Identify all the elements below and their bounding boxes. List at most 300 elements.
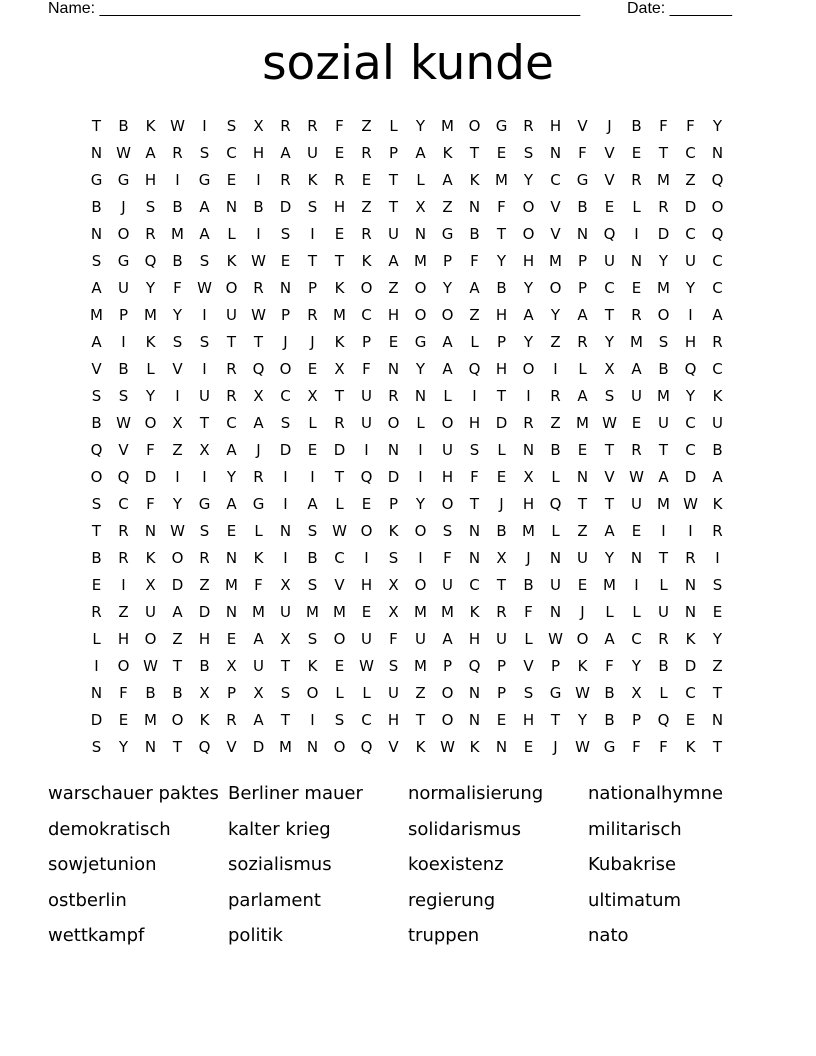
grid-letter: R	[280, 171, 291, 189]
grid-letter: O	[711, 198, 724, 216]
grid-letter: R	[631, 171, 642, 189]
grid-letter: I	[175, 468, 180, 486]
grid-letter: B	[253, 198, 264, 216]
grid-letter: P	[442, 252, 453, 270]
grid-letter: Q	[360, 738, 373, 756]
grid-letter: E	[226, 171, 237, 189]
grid-letter: H	[522, 495, 535, 513]
grid-letter: G	[549, 684, 562, 702]
grid-letter: U	[415, 630, 426, 648]
grid-row	[83, 356, 731, 383]
grid-letter: A	[442, 171, 453, 189]
grid-letter: E	[631, 522, 642, 540]
grid-letter: G	[252, 495, 265, 513]
grid-letter: Y	[496, 252, 507, 270]
grid-letter: H	[360, 576, 373, 594]
grid-letter: K	[415, 738, 426, 756]
grid-letter: B	[172, 198, 183, 216]
grid-letter: T	[604, 306, 615, 324]
grid-letter: O	[333, 738, 346, 756]
grid-letter: K	[469, 603, 480, 621]
grid-letter: I	[310, 711, 315, 729]
grid-letter: E	[523, 738, 534, 756]
grid-letter: R	[118, 522, 129, 540]
grid-letter: O	[171, 549, 184, 567]
grid-letter: W	[143, 657, 158, 675]
grid-letter: N	[684, 576, 697, 594]
grid-letter: R	[361, 225, 372, 243]
grid-letter: A	[199, 198, 210, 216]
grid-letter: Y	[658, 252, 669, 270]
grid-letter: V	[577, 117, 588, 135]
grid-letter: J	[310, 333, 315, 351]
grid-letter: L	[389, 117, 398, 135]
word-row	[48, 883, 768, 919]
grid-letter: N	[522, 441, 535, 459]
grid-letter: A	[145, 144, 156, 162]
grid-letter: B	[145, 684, 156, 702]
grid-letter: Y	[604, 333, 615, 351]
grid-letter: X	[145, 576, 156, 594]
grid-letter: W	[116, 414, 131, 432]
grid-letter: C	[712, 279, 723, 297]
grid-letter: B	[172, 252, 183, 270]
grid-letter: P	[550, 657, 561, 675]
grid-letter: I	[472, 387, 477, 405]
grid-letter: V	[604, 171, 615, 189]
grid-letter: Z	[469, 306, 480, 324]
grid-letter: O	[522, 225, 535, 243]
grid-letter: F	[686, 117, 695, 135]
grid-letter: A	[253, 414, 264, 432]
grid-letter: S	[604, 387, 615, 405]
grid-letter: L	[524, 630, 533, 648]
grid-letter: H	[468, 414, 481, 432]
grid-letter: P	[388, 495, 399, 513]
grid-letter: N	[225, 549, 238, 567]
grid-letter: A	[631, 360, 642, 378]
grid-letter: S	[226, 117, 237, 135]
grid-letter: I	[418, 468, 423, 486]
grid-letter: F	[389, 630, 398, 648]
grid-letter: A	[442, 630, 453, 648]
grid-letter: E	[361, 603, 372, 621]
grid-letter: N	[144, 738, 157, 756]
grid-letter: G	[603, 738, 616, 756]
grid-letter: T	[658, 549, 669, 567]
grid-letter: J	[580, 603, 585, 621]
grid-letter: U	[712, 414, 723, 432]
grid-letter: I	[283, 549, 288, 567]
grid-letter: C	[334, 549, 345, 567]
grid-row	[83, 248, 731, 275]
grid-letter: N	[468, 711, 481, 729]
grid-letter: M	[603, 576, 616, 594]
grid-row	[83, 707, 731, 734]
name-field-label: Name: ______________________________________________________	[48, 0, 581, 17]
grid-letter: E	[280, 252, 291, 270]
grid-letter: T	[91, 117, 102, 135]
grid-letter: C	[712, 252, 723, 270]
grid-letter: E	[631, 279, 642, 297]
grid-letter: U	[550, 576, 561, 594]
grid-letter: M	[549, 252, 562, 270]
grid-letter: Y	[523, 333, 534, 351]
grid-letter: P	[361, 333, 372, 351]
grid-letter: R	[226, 360, 237, 378]
grid-letter: K	[253, 549, 264, 567]
grid-letter: K	[145, 117, 156, 135]
grid-letter: O	[441, 414, 454, 432]
grid-letter: X	[226, 657, 237, 675]
grid-letter: E	[496, 468, 507, 486]
grid-letter: A	[415, 144, 426, 162]
grid-row	[83, 437, 731, 464]
grid-letter: D	[333, 441, 346, 459]
grid-letter: Z	[577, 522, 588, 540]
grid-letter: S	[523, 144, 534, 162]
grid-letter: M	[657, 495, 670, 513]
grid-letter: I	[175, 387, 180, 405]
grid-letter: L	[605, 603, 614, 621]
grid-letter: R	[253, 468, 264, 486]
grid-letter: A	[442, 360, 453, 378]
grid-letter: Z	[550, 333, 561, 351]
grid-letter: U	[361, 414, 372, 432]
grid-letter: T	[334, 252, 345, 270]
grid-letter: T	[307, 252, 318, 270]
grid-letter: M	[252, 603, 265, 621]
grid-letter: E	[307, 360, 318, 378]
grid-letter: I	[283, 468, 288, 486]
grid-letter: O	[549, 279, 562, 297]
grid-letter: T	[577, 495, 588, 513]
grid-letter: B	[199, 657, 210, 675]
grid-letter: B	[550, 441, 561, 459]
grid-letter: S	[280, 414, 291, 432]
grid-letter: E	[334, 144, 345, 162]
grid-letter: S	[388, 549, 399, 567]
grid-letter: N	[630, 549, 643, 567]
grid-letter: E	[388, 333, 399, 351]
grid-letter: U	[361, 387, 372, 405]
grid-letter: E	[685, 711, 696, 729]
grid-letter: S	[442, 522, 453, 540]
grid-letter: Q	[549, 495, 562, 513]
grid-letter: M	[495, 171, 508, 189]
grid-row	[83, 653, 731, 680]
grid-letter: I	[688, 306, 693, 324]
grid-letter: C	[631, 630, 642, 648]
date-field-label: Date: _______	[627, 0, 732, 17]
grid-letter: R	[118, 549, 129, 567]
grid-letter: R	[685, 549, 696, 567]
grid-letter: A	[199, 225, 210, 243]
grid-letter: B	[91, 198, 102, 216]
grid-letter: T	[712, 738, 723, 756]
grid-letter: U	[658, 414, 669, 432]
grid-letter: D	[198, 603, 211, 621]
word-row	[48, 812, 768, 848]
grid-letter: R	[658, 630, 669, 648]
grid-letter: O	[306, 684, 319, 702]
grid-letter: N	[225, 603, 238, 621]
grid-letter: E	[226, 522, 237, 540]
grid-letter: L	[551, 468, 560, 486]
grid-letter: T	[496, 225, 507, 243]
grid-letter: U	[388, 684, 399, 702]
grid-letter: L	[416, 414, 425, 432]
grid-letter: B	[604, 684, 615, 702]
grid-letter: Y	[145, 279, 156, 297]
grid-letter: E	[361, 495, 372, 513]
grid-letter: O	[441, 684, 454, 702]
grid-letter: I	[175, 171, 180, 189]
grid-letter: O	[657, 306, 670, 324]
grid-letter: K	[307, 657, 318, 675]
grid-letter: B	[631, 117, 642, 135]
grid-letter: N	[144, 522, 157, 540]
grid-letter: B	[577, 198, 588, 216]
grid-letter: V	[118, 441, 129, 459]
grid-letter: A	[604, 522, 615, 540]
grid-letter: D	[684, 198, 697, 216]
grid-letter: Y	[712, 630, 723, 648]
grid-letter: K	[712, 495, 723, 513]
grid-letter: U	[631, 387, 642, 405]
grid-letter: O	[360, 279, 373, 297]
grid-letter: I	[418, 441, 423, 459]
grid-letter: L	[632, 198, 641, 216]
word-item: ostberlin	[48, 889, 127, 911]
grid-letter: Z	[172, 441, 183, 459]
word-item: Berliner mauer	[228, 783, 363, 805]
grid-letter: G	[117, 171, 130, 189]
grid-letter: T	[226, 333, 237, 351]
word-item: nato	[588, 925, 629, 947]
grid-letter: G	[495, 117, 508, 135]
grid-row	[83, 383, 731, 410]
grid-letter: Q	[468, 657, 481, 675]
grid-letter: V	[604, 468, 615, 486]
grid-letter: C	[604, 279, 615, 297]
grid-letter: S	[199, 144, 210, 162]
grid-letter: Y	[172, 306, 183, 324]
grid-letter: K	[388, 522, 399, 540]
grid-letter: N	[468, 549, 481, 567]
grid-letter: R	[199, 549, 210, 567]
grid-letter: W	[332, 522, 347, 540]
grid-letter: X	[631, 684, 642, 702]
grid-letter: N	[468, 684, 481, 702]
grid-row	[83, 680, 731, 707]
grid-letter: L	[551, 522, 560, 540]
grid-letter: N	[549, 144, 562, 162]
grid-letter: U	[280, 603, 291, 621]
grid-letter: O	[576, 630, 589, 648]
grid-letter: O	[279, 360, 292, 378]
grid-letter: Z	[199, 576, 210, 594]
grid-letter: Z	[172, 630, 183, 648]
grid-row	[83, 572, 731, 599]
grid-letter: W	[251, 252, 266, 270]
grid-letter: T	[91, 522, 102, 540]
grid-letter: U	[199, 387, 210, 405]
grid-letter: O	[171, 711, 184, 729]
grid-letter: T	[172, 738, 183, 756]
grid-letter: S	[280, 225, 291, 243]
grid-letter: D	[279, 198, 292, 216]
grid-letter: K	[442, 144, 453, 162]
grid-letter: M	[144, 306, 157, 324]
grid-letter: S	[91, 738, 102, 756]
grid-letter: T	[712, 684, 723, 702]
grid-letter: H	[495, 360, 508, 378]
grid-letter: B	[658, 360, 669, 378]
grid-letter: B	[118, 117, 129, 135]
grid-letter: M	[90, 306, 103, 324]
grid-letter: B	[496, 279, 507, 297]
grid-letter: Q	[252, 360, 265, 378]
grid-letter: M	[657, 279, 670, 297]
grid-letter: H	[333, 198, 346, 216]
grid-letter: T	[604, 441, 615, 459]
grid-letter: U	[685, 252, 696, 270]
grid-letter: C	[226, 414, 237, 432]
grid-letter: O	[441, 306, 454, 324]
grid-letter: R	[334, 414, 345, 432]
grid-letter: O	[360, 522, 373, 540]
grid-letter: P	[226, 684, 237, 702]
word-item: nationalhymne	[588, 783, 724, 805]
grid-letter: Y	[550, 306, 561, 324]
word-item: normalisierung	[408, 783, 544, 805]
grid-letter: C	[361, 711, 372, 729]
grid-letter: N	[90, 144, 103, 162]
grid-letter: F	[578, 144, 587, 162]
grid-letter: N	[90, 225, 103, 243]
grid-letter: K	[145, 549, 156, 567]
grid-letter: P	[496, 657, 507, 675]
grid-letter: X	[388, 576, 399, 594]
grid-letter: G	[90, 171, 103, 189]
grid-row	[83, 167, 731, 194]
grid-letter: T	[658, 441, 669, 459]
grid-letter: A	[91, 279, 102, 297]
grid-letter: H	[441, 468, 454, 486]
grid-letter: W	[359, 657, 374, 675]
word-item: demokratisch	[48, 818, 171, 840]
grid-letter: S	[388, 657, 399, 675]
grid-letter: M	[144, 711, 157, 729]
grid-letter: I	[256, 171, 261, 189]
grid-letter: C	[226, 144, 237, 162]
word-item: warschauer paktes	[48, 783, 219, 805]
grid-letter: U	[253, 657, 264, 675]
grid-letter: B	[91, 414, 102, 432]
grid-letter: F	[497, 198, 506, 216]
grid-letter: S	[307, 522, 318, 540]
grid-letter: C	[361, 306, 372, 324]
grid-letter: X	[523, 468, 534, 486]
grid-letter: T	[496, 387, 507, 405]
grid-letter: I	[634, 225, 639, 243]
grid-letter: O	[522, 360, 535, 378]
grid-letter: N	[90, 684, 103, 702]
grid-letter: O	[144, 414, 157, 432]
grid-letter: R	[334, 171, 345, 189]
page-title: sozial kunde	[262, 36, 554, 91]
grid-letter: I	[256, 225, 261, 243]
grid-letter: Z	[712, 657, 723, 675]
grid-letter: A	[442, 333, 453, 351]
grid-letter: K	[469, 171, 480, 189]
grid-letter: B	[604, 711, 615, 729]
grid-letter: Q	[144, 252, 157, 270]
grid-letter: V	[172, 360, 183, 378]
grid-letter: K	[685, 630, 696, 648]
grid-letter: U	[388, 225, 399, 243]
grid-letter: Y	[604, 549, 615, 567]
grid-letter: S	[712, 576, 723, 594]
grid-letter: Q	[657, 711, 670, 729]
grid-letter: W	[440, 738, 455, 756]
grid-letter: B	[172, 684, 183, 702]
grid-letter: S	[91, 387, 102, 405]
grid-letter: S	[469, 441, 480, 459]
grid-row	[83, 545, 731, 572]
grid-letter: O	[414, 279, 427, 297]
word-row	[48, 776, 768, 812]
grid-letter: Q	[117, 468, 130, 486]
grid-letter: F	[524, 603, 533, 621]
grid-letter: E	[577, 576, 588, 594]
grid-letter: H	[144, 171, 157, 189]
grid-letter: I	[553, 360, 558, 378]
grid-letter: M	[414, 252, 427, 270]
grid-letter: C	[469, 576, 480, 594]
grid-letter: D	[387, 468, 400, 486]
grid-letter: L	[362, 684, 371, 702]
grid-letter: Z	[388, 279, 399, 297]
grid-letter: V	[388, 738, 399, 756]
grid-letter: Y	[226, 468, 237, 486]
grid-letter: N	[414, 225, 427, 243]
grid-letter: Z	[361, 198, 372, 216]
grid-letter: O	[414, 306, 427, 324]
grid-letter: E	[631, 144, 642, 162]
grid-letter: I	[121, 333, 126, 351]
grid-letter: S	[307, 198, 318, 216]
word-item: Kubakrise	[588, 854, 677, 876]
grid-letter: O	[225, 279, 238, 297]
grid-letter: D	[90, 711, 103, 729]
grid-letter: L	[497, 441, 506, 459]
grid-letter: X	[172, 414, 183, 432]
grid-letter: L	[335, 684, 344, 702]
grid-letter: N	[684, 603, 697, 621]
grid-letter: E	[334, 657, 345, 675]
grid-letter: I	[364, 441, 369, 459]
grid-letter: E	[226, 630, 237, 648]
grid-letter: N	[468, 522, 481, 540]
grid-letter: T	[388, 198, 399, 216]
word-item: militarisch	[588, 818, 682, 840]
grid-letter: R	[388, 387, 399, 405]
grid-letter: H	[684, 333, 697, 351]
word-item: politik	[228, 925, 283, 947]
grid-letter: D	[279, 441, 292, 459]
